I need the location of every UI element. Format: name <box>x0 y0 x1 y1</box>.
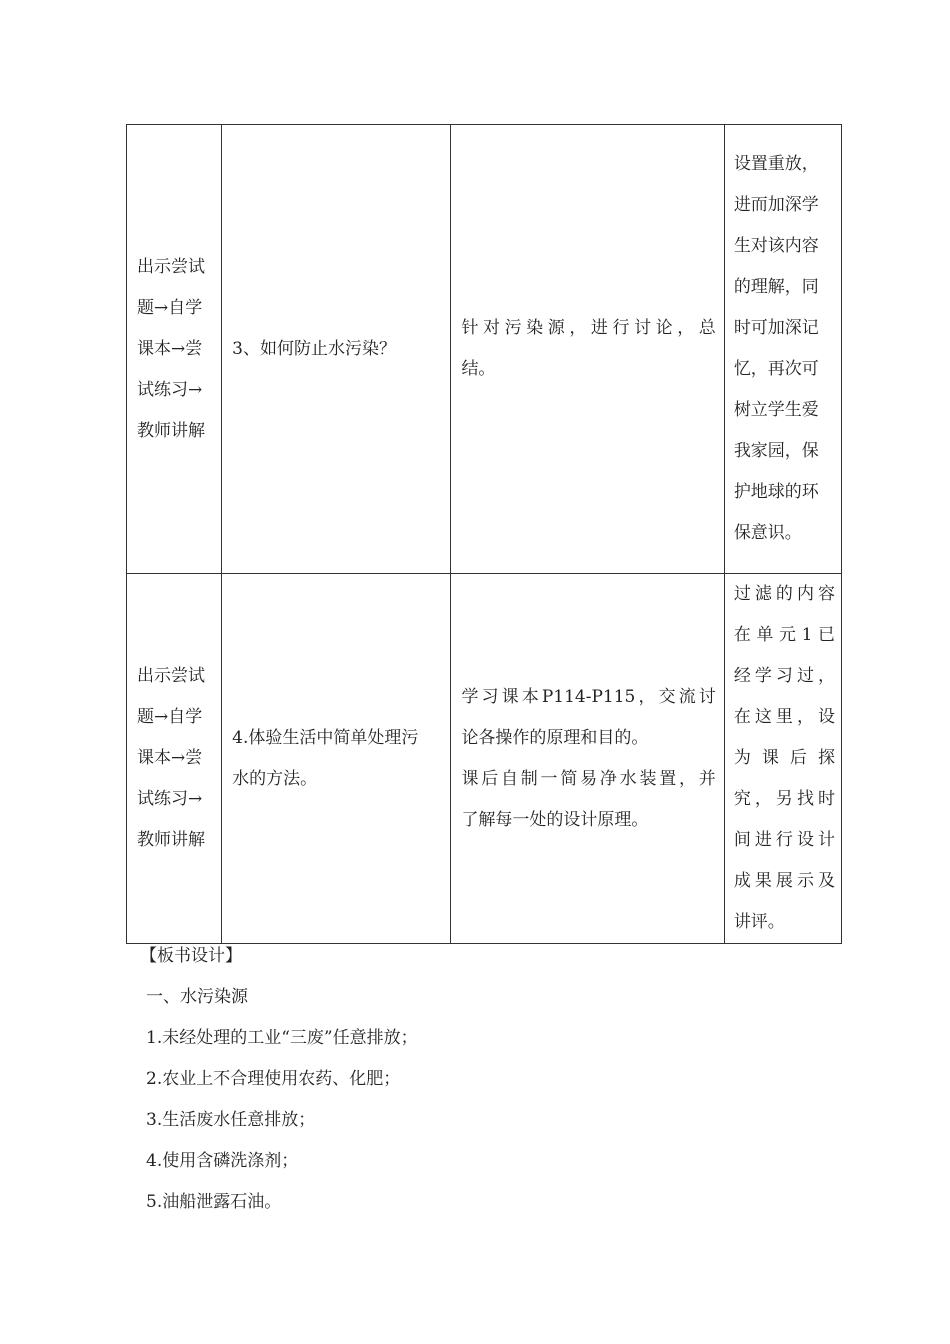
notes-line: 在这里，设 <box>733 707 835 727</box>
step-line: 出示尝试 <box>137 666 205 686</box>
step-cell <box>127 125 222 574</box>
lesson-plan-table <box>126 124 842 944</box>
activity-cell <box>451 574 724 944</box>
activity-line: 学习课本P114-P115，交流讨 <box>461 686 716 707</box>
notes-line: 的理解，同 <box>733 277 819 297</box>
step-line: 课本→尝 <box>137 748 203 768</box>
table-row <box>127 574 842 944</box>
activity-line: 了解每一处的设计原理。 <box>461 809 649 830</box>
content-cell <box>222 574 451 944</box>
activity-line: 针对污染源，进行讨论，总 <box>461 318 716 338</box>
board-item: 2.农业上不合理使用农药、化肥； <box>146 1069 401 1089</box>
notes-line: 究，另找时 <box>733 789 835 809</box>
notes-line: 生对该内容 <box>733 236 819 256</box>
board-item: 3.生活废水任意排放； <box>146 1110 316 1130</box>
content-text: 3、如何防止水污染？ <box>232 338 396 359</box>
notes-line: 过滤的内容 <box>733 584 835 604</box>
activity-cell <box>451 125 724 574</box>
step-line: 试练习→ <box>137 789 203 809</box>
board-section-title: 一、水污染源 <box>146 987 248 1007</box>
notes-line: 在单元1已 <box>733 625 835 645</box>
content-line: 水的方法。 <box>232 768 318 789</box>
activity-line: 论各操作的原理和目的。 <box>461 727 649 748</box>
notes-line: 为课后探 <box>733 748 835 768</box>
content-cell <box>222 125 451 574</box>
notes-line: 时可加深记 <box>733 318 819 338</box>
activity-line: 课后自制一简易净水装置，并 <box>461 768 716 789</box>
board-item: 4.使用含磷洗涤剂； <box>146 1151 299 1171</box>
step-line: 题→自学 <box>137 297 203 318</box>
board-item: 5.油船泄露石油。 <box>146 1192 282 1212</box>
notes-line: 设置重放， <box>733 154 819 174</box>
board-heading: 【板书设计】 <box>140 946 242 966</box>
notes-cell <box>724 574 841 944</box>
step-line: 教师讲解 <box>137 830 205 850</box>
step-line: 课本→尝 <box>137 338 203 359</box>
notes-line: 保意识。 <box>733 523 802 543</box>
activity-line: 结。 <box>461 359 496 379</box>
notes-line: 忆，再次可 <box>733 359 819 379</box>
notes-line: 进而加深学 <box>733 195 819 215</box>
step-cell <box>127 574 222 944</box>
notes-line: 讲评。 <box>733 912 785 932</box>
step-line: 题→自学 <box>137 707 203 727</box>
step-line: 出示尝试 <box>137 256 205 277</box>
table-row <box>127 125 842 574</box>
step-line: 教师讲解 <box>137 420 205 441</box>
board-item: 1.未经处理的工业“三废”任意排放； <box>146 1028 418 1048</box>
notes-line: 经学习过， <box>733 666 835 686</box>
notes-cell <box>724 125 841 574</box>
notes-line: 树立学生爱 <box>733 400 819 420</box>
notes-line: 成果展示及 <box>733 871 835 891</box>
blackboard-design <box>140 936 418 1223</box>
notes-line: 护地球的环 <box>733 482 819 502</box>
step-line: 试练习→ <box>137 379 203 400</box>
notes-line: 我家园，保 <box>733 441 819 461</box>
notes-line: 间进行设计 <box>733 830 835 850</box>
content-line: 4.体验生活中简单处理污 <box>232 727 419 748</box>
